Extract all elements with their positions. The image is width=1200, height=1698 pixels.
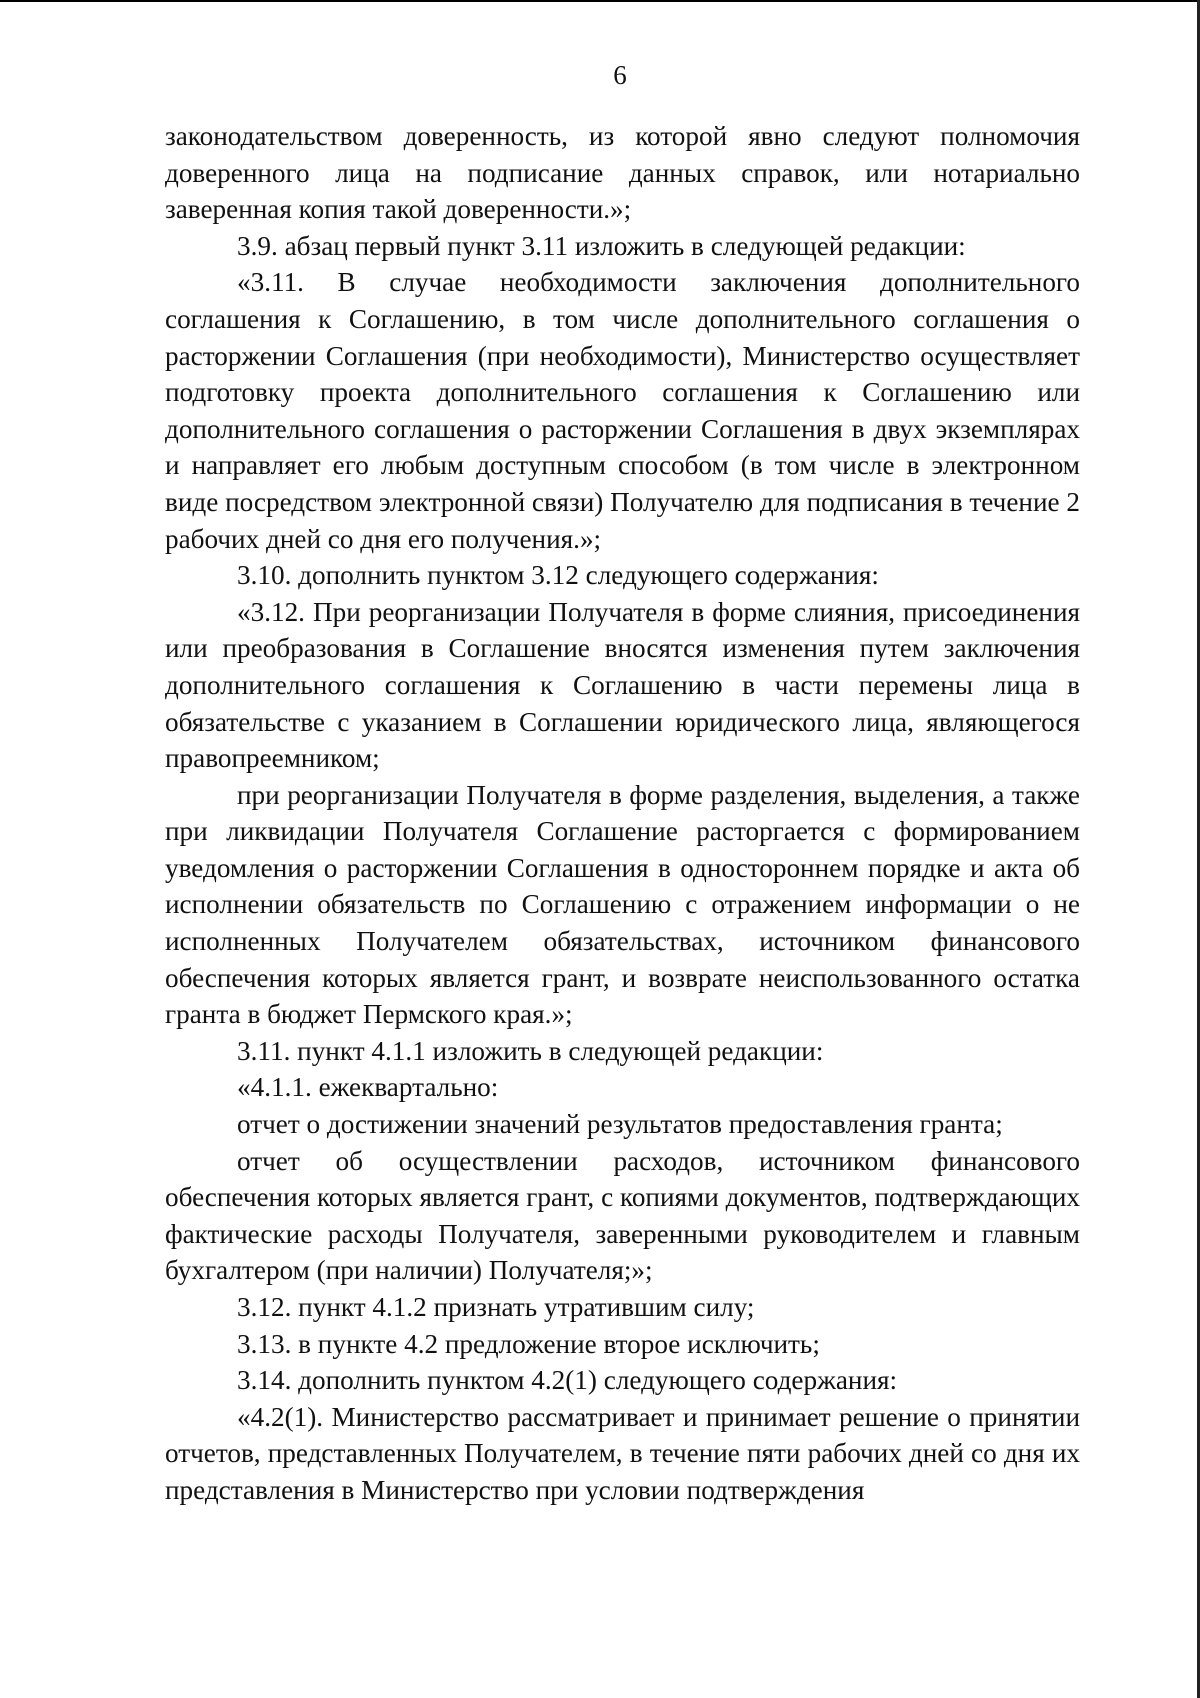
paragraph: 3.10. дополнить пунктом 3.12 следующего содержания: xyxy=(237,560,879,591)
document-body xyxy=(165,118,1080,1509)
paragraph: 3.9. абзац первый пункт 3.11 изложить в следующей редакции: xyxy=(237,230,966,261)
paragraph: законодательством доверенность, из которой явно следуют полномочия доверенного лица на подписание данных справок, или нотариально заверенная копия такой доверенности.»; xyxy=(165,121,1080,225)
paragraph: 3.14. дополнить пунктом 4.2(1) следующего содержания: xyxy=(237,1365,898,1396)
paragraph: «3.12. При реорганизации Получателя в форме слияния, присоединения или преобразования в Соглашение вносятся изменения путем заключения дополнительного соглашения к Соглашению в части перемены лица в обязательстве с указанием в Соглашении юридического лица, являющегося правопреемником; xyxy=(165,596,1080,774)
paragraph: 3.12. пункт 4.1.2 признать утратившим силу; xyxy=(237,1292,755,1322)
paragraph: «4.2(1). Министерство рассматривает и принимает решение о принятии отчетов, представленных Получателем, в течение пяти рабочих дней со дня их представления в Министерство при условии подтверждения xyxy=(165,1401,1080,1505)
paragraph: при реорганизации Получателя в форме разделения, выделения, а также при ликвидации Получателя Соглашение расторгается с формированием уведомления о расторжении Соглашения в одностороннем порядке и акта об исполнении обязательств по Соглашению с отражением информации о не исполненных Получателем обязательствах, источником финансового обеспечения которых является грант, и возврате неиспользованного остатка гранта в бюджет Пермского края.»; xyxy=(165,779,1080,1030)
scan-top-edge xyxy=(0,0,1200,2)
paragraph: отчет об осуществлении расходов, источником финансового обеспечения которых является грант, с копиями документов, подтверждающих фактические расходы Получателя, заверенными руководителем и главным бухгалтером (при наличии) Получателя;»; xyxy=(165,1145,1080,1286)
paragraph: 3.11. пункт 4.1.1 изложить в следующей редакции: xyxy=(237,1035,824,1066)
page-number: 6 xyxy=(613,60,627,90)
paragraph: «3.11. В случае необходимости заключения дополнительного соглашения к Соглашению, в том числе дополнительного соглашения о расторжении Соглашения (при необходимости), Министерство осуществляет подготовку проекта дополнительного соглашения к Соглашению или дополнительного соглашения о расторжении Соглашения в двух экземплярах и направляет его любым доступным способом (в том числе в электронном виде посредством электронной связи) Получателю для подписания в течение 2 рабочих дней со дня его получения.»; xyxy=(165,267,1080,554)
paragraph: отчет о достижении значений результатов предоставления гранта; xyxy=(237,1109,1003,1140)
paragraph: «4.1.1. ежеквартально: xyxy=(237,1072,499,1103)
paragraph: 3.13. в пункте 4.2 предложение второе исключить; xyxy=(237,1328,820,1359)
